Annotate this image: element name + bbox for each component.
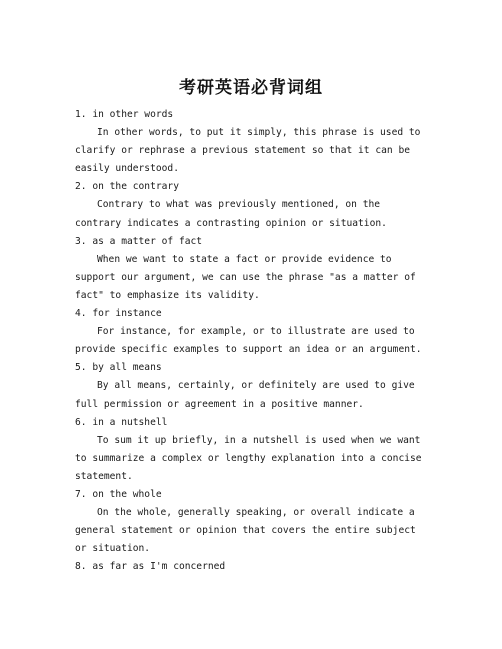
paragraph-line: easily understood. xyxy=(75,163,179,175)
paragraph-line: By all means, certainly, or definitely are used to give xyxy=(97,380,415,392)
paragraph-line: clarify or rephrase a previous statement so that it can be xyxy=(75,145,411,157)
paragraph-line: To sum it up briefly, in a nutshell is used when we want xyxy=(97,434,421,446)
phrase-heading: 6. in a nutshell xyxy=(75,416,168,428)
document-body xyxy=(75,106,430,576)
phrase-heading: 4. for instance xyxy=(75,308,162,320)
paragraph-line: Contrary to what was previously mentioned, on the xyxy=(97,199,381,211)
paragraph-line: statement. xyxy=(75,470,133,482)
paragraph-line: fact" to emphasize its validity. xyxy=(75,289,260,301)
paragraph-line: In other words, to put it simply, this phrase is used to xyxy=(97,127,421,139)
paragraph-line: provide specific examples to support an idea or an argument. xyxy=(75,344,422,356)
paragraph-line: contrary indicates a contrasting opinion or situation. xyxy=(75,217,387,229)
phrase-heading: 8. as far as I'm concerned xyxy=(75,561,226,573)
page-title: 考研英语必背词组 xyxy=(179,78,323,98)
paragraph-line: When we want to state a fact or provide evidence to xyxy=(97,253,392,265)
phrase-heading: 7. on the whole xyxy=(75,488,162,500)
paragraph-line: general statement or opinion that covers the entire subject xyxy=(75,525,416,537)
paragraph-line: full permission or agreement in a positive manner. xyxy=(75,398,364,410)
paragraph-line: On the whole, generally speaking, or overall indicate a xyxy=(97,507,415,519)
phrase-heading: 5. by all means xyxy=(75,362,162,374)
phrase-heading: 1. in other words xyxy=(75,109,174,120)
paragraph-line: to summarize a complex or lengthy explanation into a concise xyxy=(75,452,422,464)
paragraph-line: For instance, for example, or to illustrate are used to xyxy=(97,326,415,338)
phrase-heading: 2. on the contrary xyxy=(75,181,179,193)
paragraph-line: or situation. xyxy=(75,543,151,555)
phrase-heading: 3. as a matter of fact xyxy=(75,235,203,247)
paragraph-line: support our argument, we can use the phrase "as a matter of xyxy=(75,271,416,283)
